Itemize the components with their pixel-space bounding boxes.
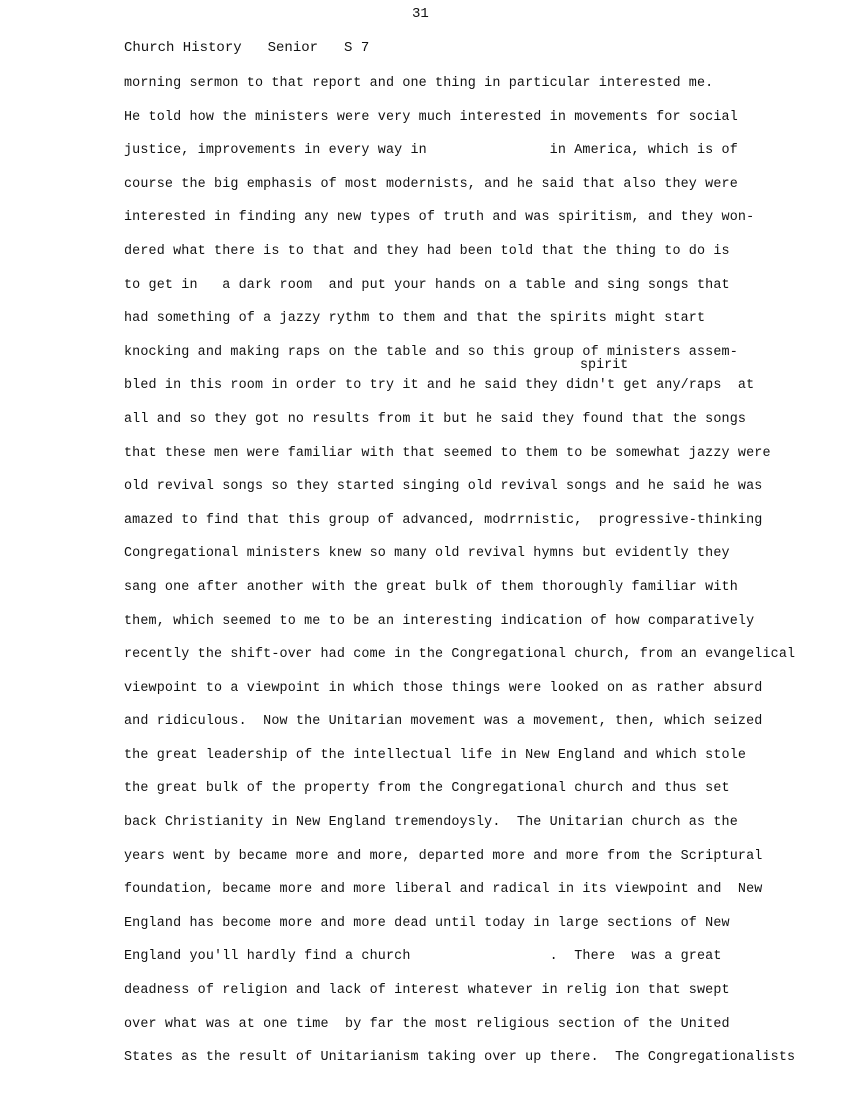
interlinear-insertion: spirit [580,358,629,373]
text-line: knocking and making raps on the table and so this group of ministers assem- [124,344,738,360]
text-line: course the big emphasis of most modernists, and he said that also they were [124,176,738,192]
text-line: bled in this room in order to try it and he said they didn't get any/raps at [124,378,755,394]
page-number: 31 [412,6,429,22]
text-line: recently the shift-over had come in the Congregational church, from an evangelical [124,647,796,663]
text-line: deadness of religion and lack of interest whatever in relig ion that swept [124,983,730,999]
text-line: over what was at one time by far the most religious section of the United [124,1016,730,1032]
text-line: old revival songs so they started singing old revival songs and he said he was [124,479,763,495]
text-line: England you'll hardly find a church . There was a great [124,949,722,965]
header-course: Church History [124,40,242,56]
text-line: Congregational ministers knew so many old revival hymns but evidently they [124,546,730,562]
text-line: back Christianity in New England tremendoysly. The Unitarian church as the [124,815,738,831]
text-line: years went by became more and more, departed more and more from the Scriptural [124,848,763,864]
text-line: England has become more and more dead until today in large sections of New [124,915,730,931]
text-line: interested in finding any new types of truth and was spiritism, and they won- [124,210,755,226]
text-line: that these men were familiar with that seemed to them to be somewhat jazzy were [124,445,771,461]
text-line: had something of a jazzy rythm to them and that the spirits might start [124,311,706,327]
text-line: them, which seemed to me to be an interesting indication of how comparatively [124,613,755,629]
header-section: S 7 [344,40,370,56]
text-line: viewpoint to a viewpoint in which those things were looked on as rather absurd [124,680,763,696]
text-line: dered what there is to that and they had been told that the thing to do is [124,243,730,259]
text-line: to get in a dark room and put your hands on a table and sing songs that [124,277,730,293]
text-line: foundation, became more and more liberal and radical in its viewpoint and New [124,882,763,898]
text-line: the great leadership of the intellectual life in New England and which stole [124,747,747,763]
text-line: the great bulk of the property from the Congregational church and thus set [124,781,730,797]
text-line: all and so they got no results from it but he said they found that the songs [124,411,747,427]
text-line: justice, improvements in every way in in America, which is of [124,143,738,159]
text-line: States as the result of Unitarianism taking over up there. The Congregationalists [124,1050,796,1066]
text-line: sang one after another with the great bulk of them thoroughly familiar with [124,579,738,595]
typed-body-text [124,72,824,1080]
document-header [124,40,395,56]
header-level: Senior [267,40,319,56]
text-line: He told how the ministers were very much interested in movements for social [124,109,738,125]
text-line: and ridiculous. Now the Unitarian movement was a movement, then, which seized [124,714,763,730]
text-line: amazed to find that this group of advanced, modrrnistic, progressive-thinking [124,512,763,528]
text-line: morning sermon to that report and one thing in particular interested me. [124,76,714,91]
